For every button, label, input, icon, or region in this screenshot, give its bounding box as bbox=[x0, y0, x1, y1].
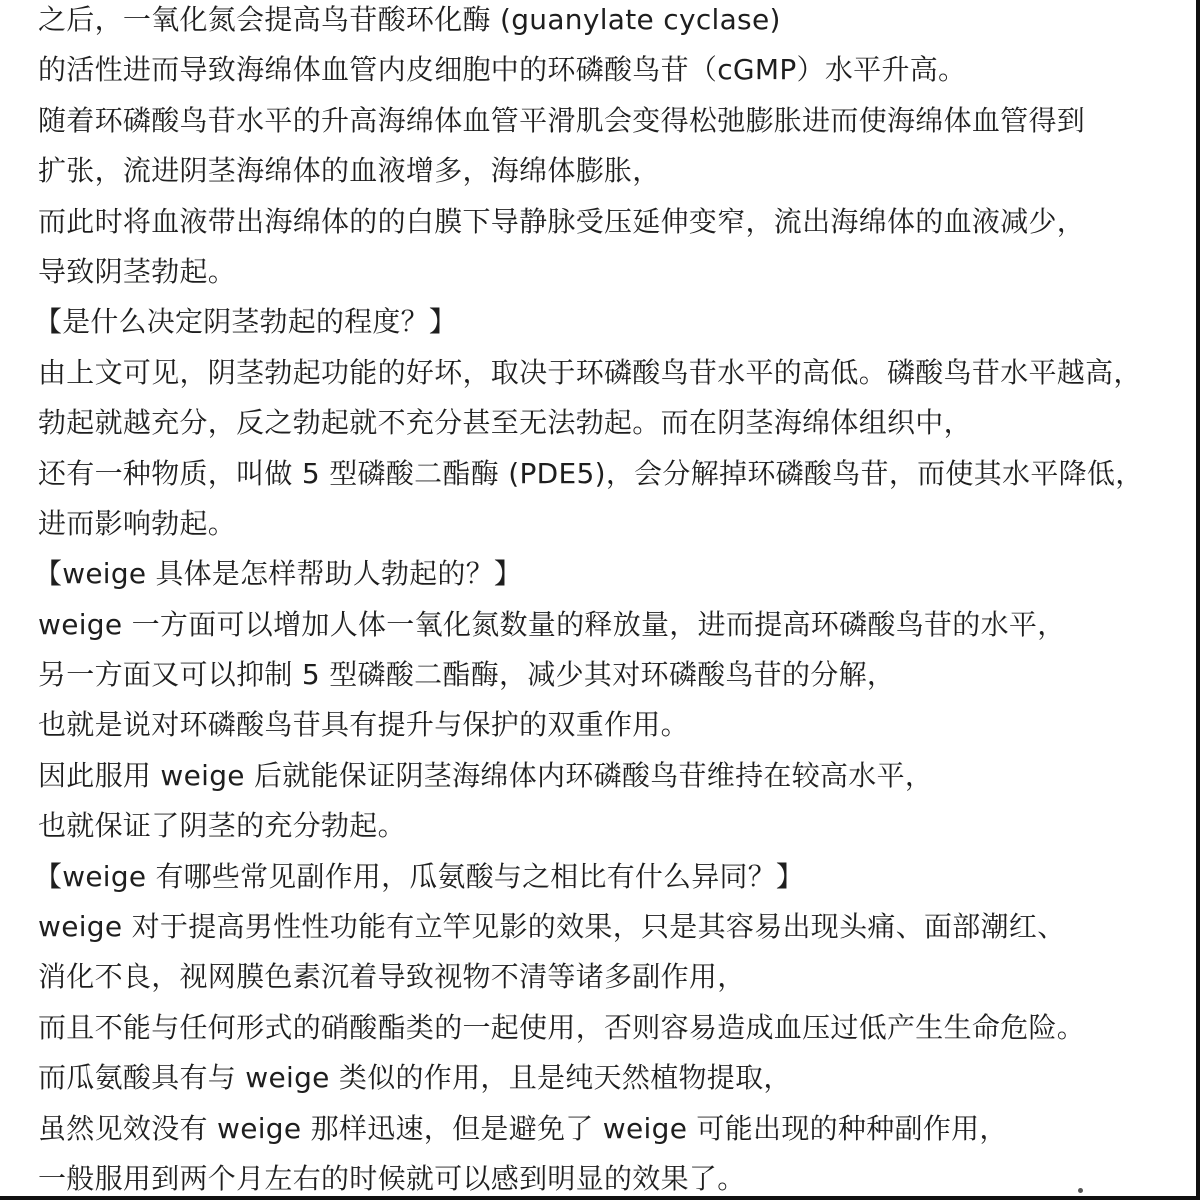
text-line: 虽然见效没有 weige 那样迅速，但是避免了 weige 可能出现的种种副作用， bbox=[38, 1111, 1008, 1145]
text-line: 另一方面又可以抑制 5 型磷酸二酯酶，减少其对环磷酸鸟苷的分解， bbox=[38, 658, 896, 692]
text-line: weige 一方面可以增加人体一氧化氮数量的释放量，进而提高环磷酸鸟苷的水平， bbox=[38, 607, 1066, 641]
text-line: 的活性进而导致海绵体血管内皮细胞中的环磷酸鸟苷（cGMP）水平升高。 bbox=[38, 53, 967, 87]
scan-speck bbox=[1078, 1188, 1083, 1193]
text-line: 消化不良，视网膜色素沉着导致视物不清等诸多副作用， bbox=[38, 960, 746, 994]
text-line: 而且不能与任何形式的硝酸酯类的一起使用，否则容易造成血压过低产生生命危险。 bbox=[38, 1010, 1086, 1044]
text-line: 进而影响勃起。 bbox=[38, 506, 237, 540]
text-line: 由上文可见，阴茎勃起功能的好坏，取决于环磷酸鸟苷水平的高低。磷酸鸟苷水平越高， bbox=[38, 355, 1142, 389]
bottom-border bbox=[0, 1196, 1200, 1200]
text-line: 随着环磷酸鸟苷水平的升高海绵体血管平滑肌会变得松弛膨胀进而使海绵体血管得到 bbox=[38, 103, 1086, 137]
section-heading: 【weige 有哪些常见副作用，瓜氨酸与之相比有什么异同？】 bbox=[34, 859, 805, 893]
text-line: 而瓜氨酸具有与 weige 类似的作用，且是纯天然植物提取， bbox=[38, 1061, 792, 1095]
text-line: 之后，一氧化氮会提高鸟苷酸环化酶 (guanylate cyclase) bbox=[38, 3, 781, 36]
text-line: 一般服用到两个月左右的时候就可以感到明显的效果了。 bbox=[38, 1161, 746, 1195]
article-text bbox=[34, 0, 1188, 1204]
text-line: 而此时将血液带出海绵体的的白膜下导静脉受压延伸变窄，流出海绵体的血液减少， bbox=[38, 204, 1086, 238]
section-heading: 【是什么决定阴茎勃起的程度？】 bbox=[34, 305, 458, 339]
text-line: 扩张，流进阴茎海绵体的血液增多，海绵体膨胀， bbox=[38, 154, 661, 188]
right-border bbox=[1196, 0, 1200, 1200]
text-line: 导致阴茎勃起。 bbox=[38, 254, 237, 288]
text-line: 还有一种物质，叫做 5 型磷酸二酯酶 (PDE5)，会分解掉环磷酸鸟苷，而使其水平降低， bbox=[38, 456, 1144, 490]
text-line: weige 对于提高男性性功能有立竿见影的效果，只是其容易出现头痛、面部潮红、 bbox=[38, 910, 1066, 944]
text-line: 因此服用 weige 后就能保证阴茎海绵体内环磷酸鸟苷维持在较高水平， bbox=[38, 758, 934, 792]
section-heading: 【weige 具体是怎样帮助人勃起的？】 bbox=[34, 557, 523, 591]
text-line: 勃起就越充分，反之勃起就不充分甚至无法勃起。而在阴茎海绵体组织中， bbox=[38, 406, 972, 440]
text-line: 也就是说对环磷酸鸟苷具有提升与保护的双重作用。 bbox=[38, 708, 689, 742]
text-line: 也就保证了阴茎的充分勃起。 bbox=[38, 809, 406, 843]
